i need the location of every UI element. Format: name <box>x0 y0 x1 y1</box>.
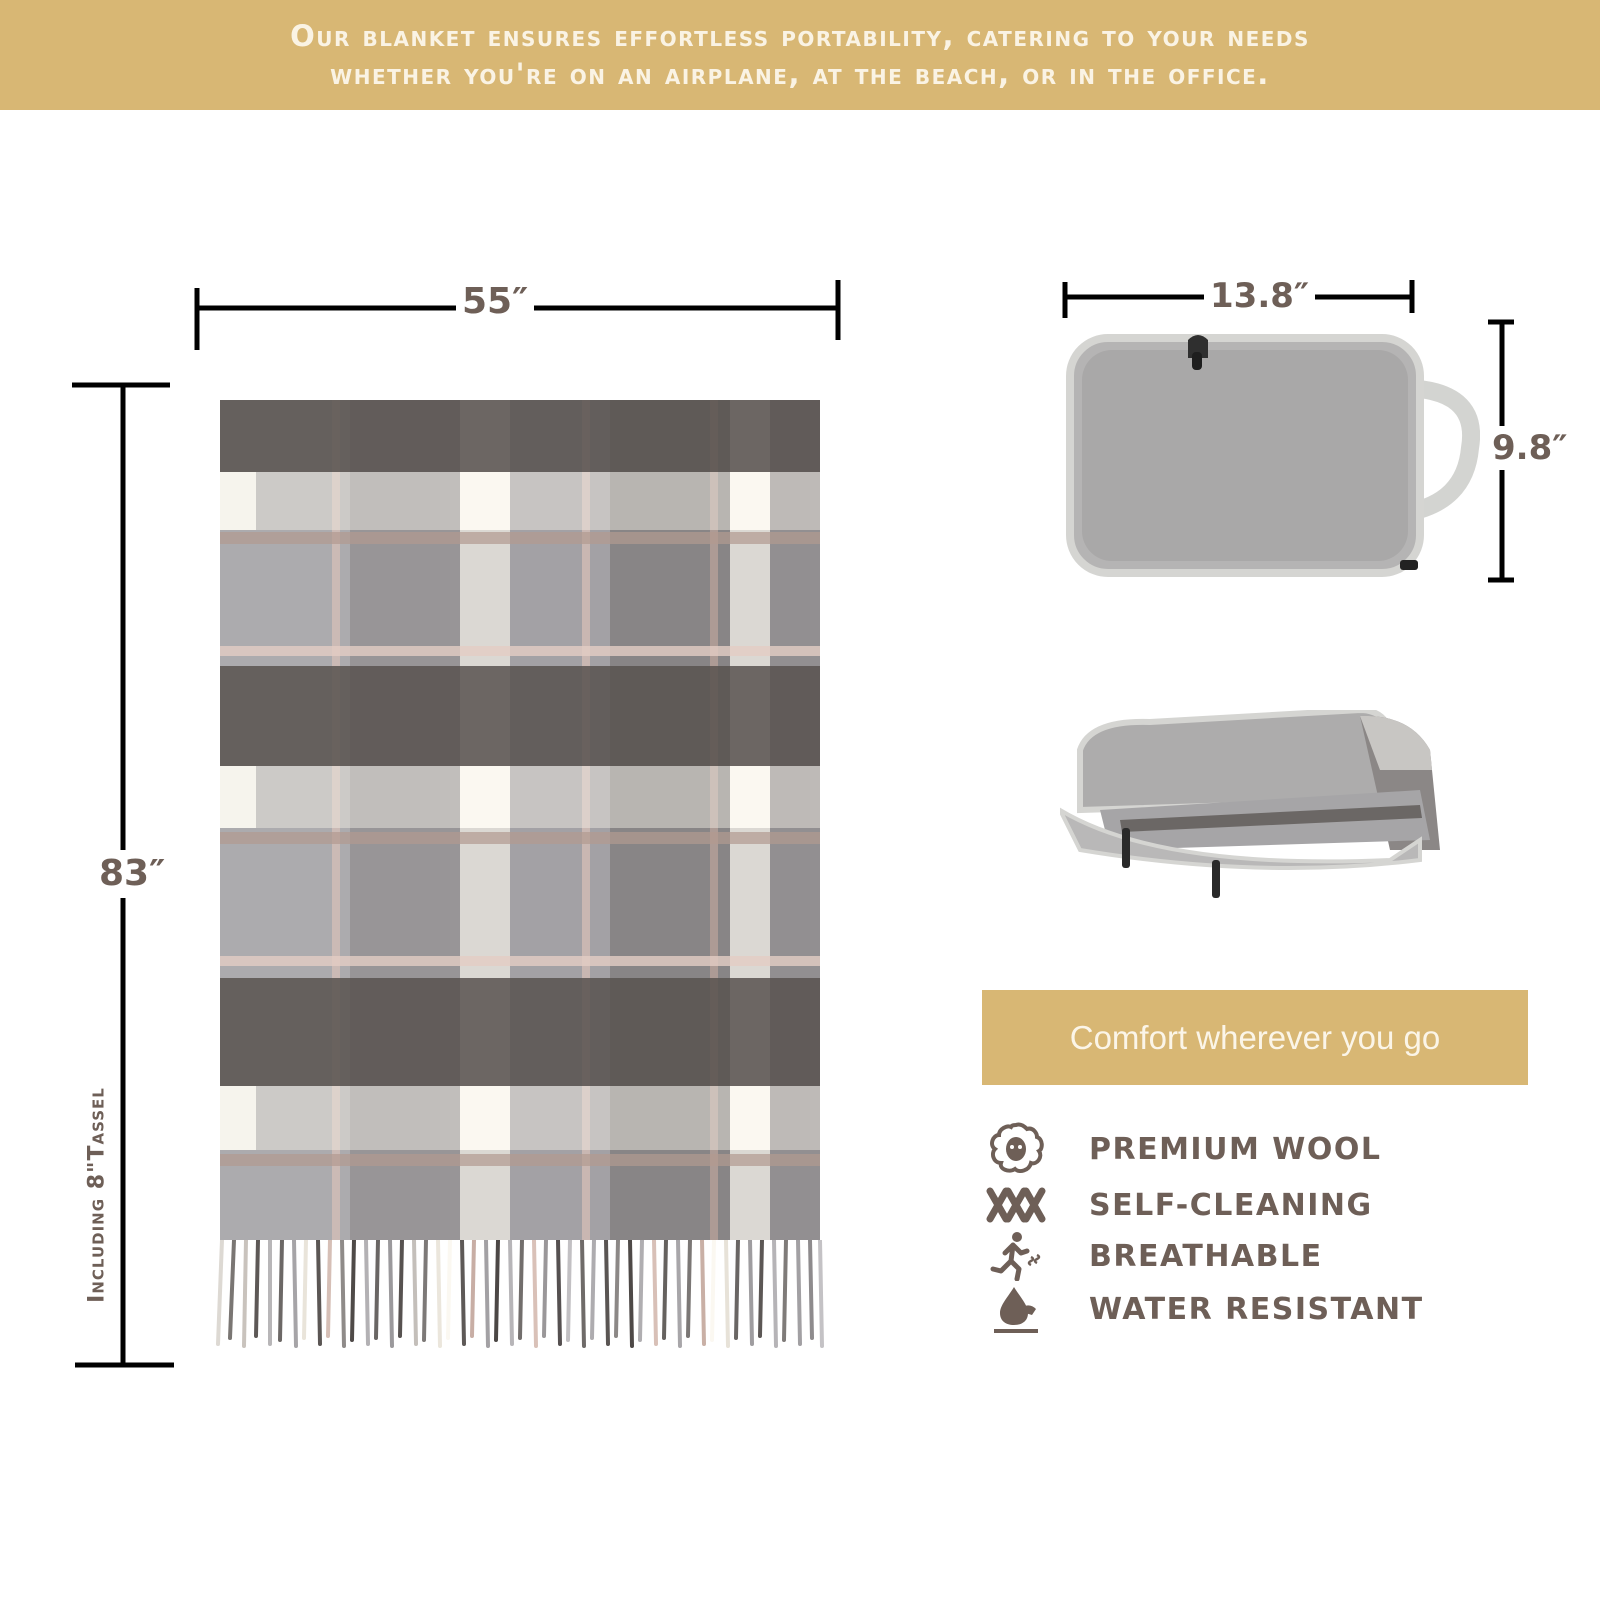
banner-line-2: whether you're on an airplane, at the beach, or in the office. <box>330 57 1270 91</box>
bag-height-label: 9.8″ <box>1492 428 1568 468</box>
running-person-icon <box>985 1228 1047 1284</box>
bag-width-label: 13.8″ <box>1204 276 1315 316</box>
feature-water-resistant <box>985 1281 1424 1337</box>
feature-label: WATER RESISTANT <box>1089 1291 1424 1327</box>
feature-breathable <box>985 1228 1323 1284</box>
feature-label: PREMIUM WOOL <box>1089 1131 1382 1167</box>
blanket-width-label: 55″ <box>456 282 534 322</box>
feature-self-cleaning <box>985 1177 1373 1233</box>
plaid-blanket-image <box>220 400 820 1240</box>
feature-label: BREATHABLE <box>1089 1238 1323 1274</box>
slogan-text: Comfort wherever you go <box>1069 1018 1441 1056</box>
blanket-length-label: 83″ <box>95 850 169 898</box>
banner-line-1: Our blanket ensures effortless portability, catering to your needs <box>290 19 1310 53</box>
slogan-banner <box>982 990 1528 1085</box>
sheep-wool-icon <box>985 1121 1047 1177</box>
feature-label: SELF-CLEANING <box>1089 1187 1373 1223</box>
feature-premium-wool <box>985 1121 1382 1177</box>
cross-stitch-icon <box>985 1177 1047 1233</box>
open-bag-with-blanket-image <box>1060 710 1450 920</box>
water-drop-icon <box>985 1281 1047 1337</box>
blanket-fringe-image <box>212 1240 826 1350</box>
tassel-note: Including 8"Tassel <box>84 1087 110 1303</box>
travel-bag-image <box>1060 328 1480 588</box>
